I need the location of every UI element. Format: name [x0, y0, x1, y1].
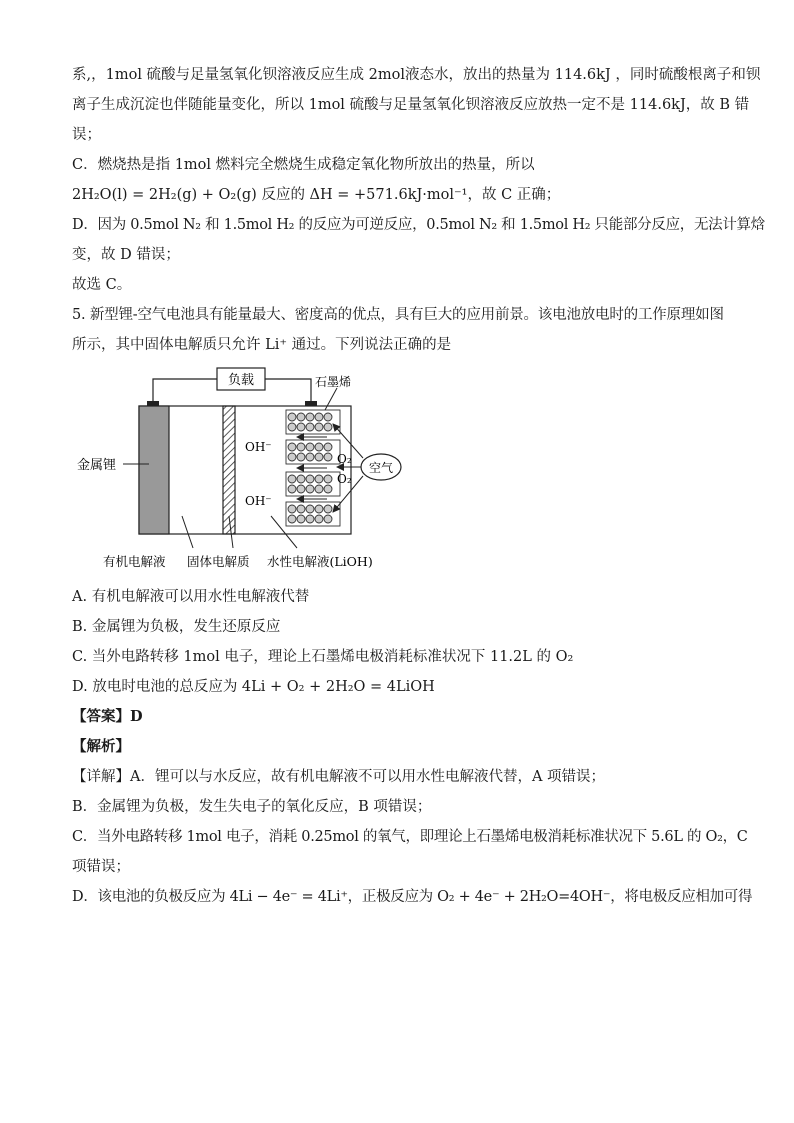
prev-b-line3: 误； [72, 127, 101, 143]
prev-choose: 故选 C。 [72, 277, 132, 293]
prev-d-line1: D．因为 0.5mol N₂ 和 1.5mol H₂ 的反应为可逆反应，0.5mol N₂ 和 1.5mol H₂ 只能部分反应，无法计算焓 [72, 217, 765, 233]
option-a: A. 有机电解液可以用水性电解液代替 [72, 589, 310, 605]
q5-stem-line2: 所示，其中固体电解质只允许 Li⁺ 通过。下列说法正确的是 [72, 337, 452, 353]
organic-label: 有机电解液 [103, 554, 166, 569]
load-label: 负载 [227, 373, 255, 388]
battery-diagram [75, 366, 405, 576]
explain-c-line1: C．当外电路转移 1mol 电子，消耗 0.25mol 的氧气，即理论上石墨烯电极消耗标准状况下 5.6L 的 O₂，C [72, 829, 748, 845]
option-c: C. 当外电路转移 1mol 电子，理论上石墨烯电极消耗标准状况下 11.2L 的 O₂ [72, 649, 574, 665]
graphene-label: 石墨烯 [315, 375, 352, 389]
prev-c-line1: C．燃烧热是指 1mol 燃料完全燃烧生成稳定氧化物所放出的热量，所以 [72, 157, 535, 173]
prev-d-line2: 变，故 D 错误； [72, 247, 180, 263]
prev-c-line2: 2H₂O(l) = 2H₂(g) + O₂(g) 反应的 ΔH = +571.6kJ·mol⁻¹，故 C 正确； [72, 187, 561, 203]
option-b: B. 金属锂为负极，发生还原反应 [72, 619, 281, 635]
metal-li-label: 金属锂 [77, 458, 117, 473]
solid-label: 固体电解质 [187, 554, 250, 569]
explain-c-line2: 项错误； [72, 859, 130, 875]
prev-b-line1: 系,，1mol 硫酸与足量氢氧化钡溶液反应生成 2mol液态水，放出的热量为 114.6kJ ，同时硫酸根离子和钡 [72, 67, 761, 83]
explain-d-line1: D．该电池的负极反应为 4Li − 4e⁻ = 4Li⁺，正极反应为 O₂ + 4e⁻ + 2H₂O=4OH⁻，将电极反应相加可得 [72, 889, 753, 905]
o2-label-2: O₂ [337, 472, 352, 486]
solid-electrolyte [223, 406, 235, 534]
prev-b-line2: 离子生成沉淀也伴随能量变化，所以 1mol 硫酸与足量氢氧化钡溶液反应放热一定不是 114.6kJ，故 B 错 [72, 97, 750, 113]
document-page [72, 60, 765, 912]
analysis-tag: 【解析】 [72, 738, 130, 755]
oh-label-2: OH⁻ [245, 494, 272, 508]
explain-b: B．金属锂为负极，发生失电子的氧化反应，B 项错误； [72, 799, 432, 815]
oh-label-1: OH⁻ [245, 440, 272, 454]
answer-tag: 【答案】D [72, 708, 143, 725]
aqueous-label: 水性电解液(LiOH) [267, 554, 373, 569]
air-label: 空气 [368, 461, 394, 475]
q5-stem-line1: 5. 新型锂-空气电池具有能量最大、密度高的优点，具有巨大的应用前景。该电池放电时的工作原理如图 [72, 307, 724, 323]
o2-label-1: O₂ [337, 452, 352, 466]
lithium-electrode [139, 406, 169, 534]
explain-a: 【详解】A．锂可以与水反应，故有机电解液不可以用水性电解液代替，A 项错误； [72, 769, 606, 785]
option-d: D. 放电时电池的总反应为 4Li + O₂ + 2H₂O = 4LiOH [72, 679, 435, 695]
battery-diagram-svg [75, 366, 405, 576]
